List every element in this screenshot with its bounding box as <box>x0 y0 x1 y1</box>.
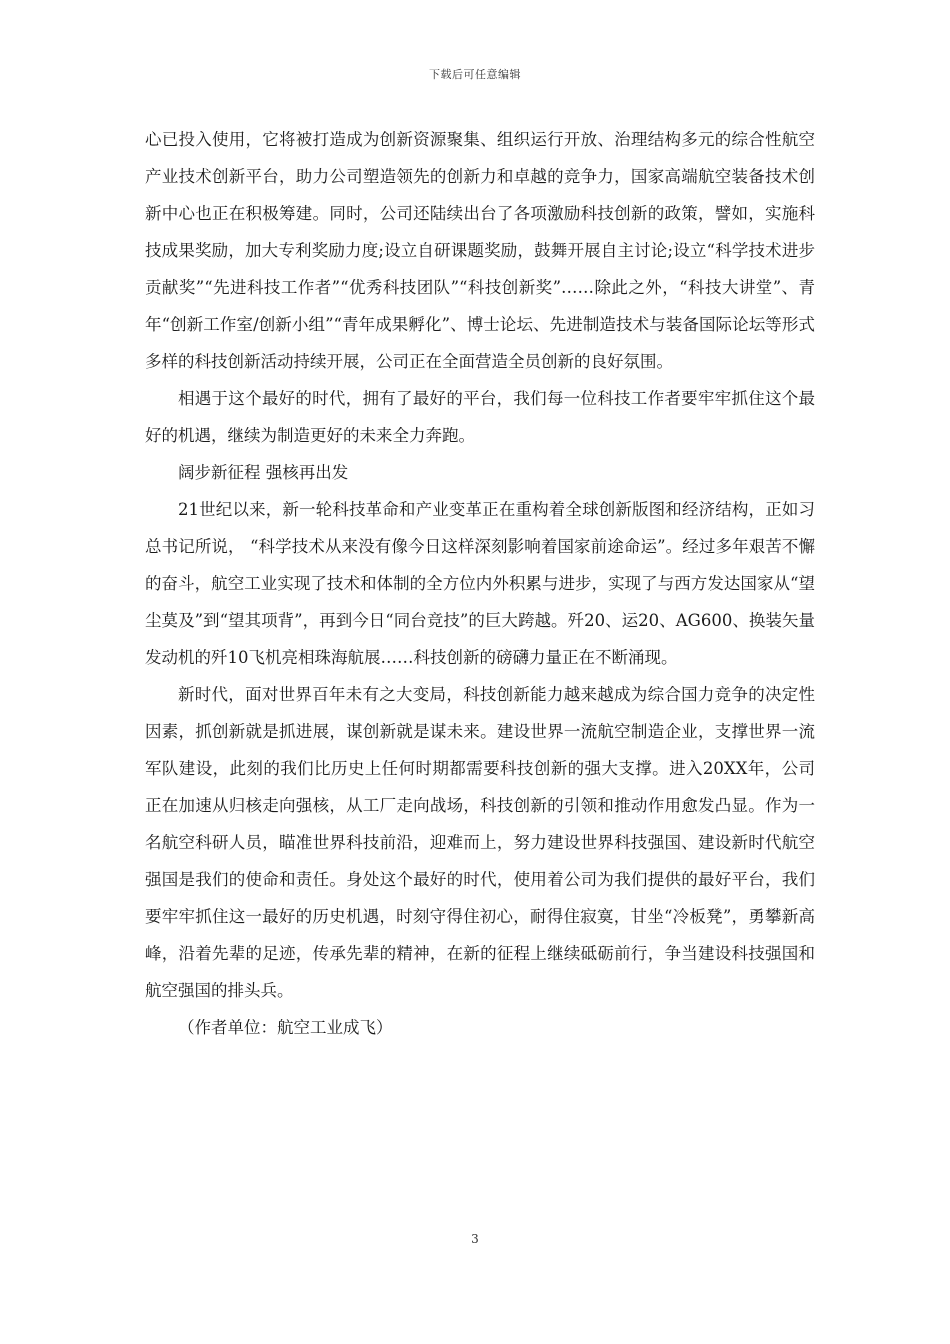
paragraph: 21世纪以来，新一轮科技革命和产业变革正在重构着全球创新版图和经济结构，正如习总书记所说， “科学技术从来没有像今日这样深刻影响着国家前途命运”。经过多年艰苦不懈的奋斗，航空工业实现了技术和体制的全方位内外积累与进步，实现了与西方发达国家从“望尘莫及”到“望其项背”，再到今日“同台竞技”的巨大跨越。歼20、运20、AG600、换装矢量发动机的歼10飞机亮相珠海航展……科技创新的磅礴力量正在不断涌现。 <box>145 500 815 667</box>
author-affiliation: （作者单位：航空工业成飞） <box>178 1018 393 1037</box>
section-heading: 阔步新征程 强核再出发 <box>178 463 349 482</box>
page-header: 下载后可任意编辑 <box>429 68 521 81</box>
page-number: 3 <box>471 1232 479 1246</box>
paragraph: 新时代，面对世界百年未有之大变局，科技创新能力越来越成为综合国力竞争的决定性因素，抓创新就是抓进展，谋创新就是谋未来。建设世界一流航空制造企业，支撑世界一流军队建设，此刻的我们比历史上任何时期都需要科技创新的强大支撑。进入20XX年，公司正在加速从归核走向强核，从工厂走向战场，科技创新的引领和推动作用愈发凸显。作为一名航空科研人员，瞄准世界科技前沿，迎难而上，努力建设世界科技强国、建设新时代航空强国是我们的使命和责任。身处这个最好的时代，使用着公司为我们提供的最好平台，我们要牢牢抓住这一最好的历史机遇，时刻守得住初心，耐得住寂寞，甘坐“冷板凳”，勇攀新高峰，沿着先辈的足迹，传承先辈的精神，在新的征程上继续砥砺前行，争当建设科技强国和航空强国的排头兵。 <box>145 685 815 1000</box>
paragraph: 相遇于这个最好的时代，拥有了最好的平台，我们每一位科技工作者要牢牢抓住这个最好的机遇，继续为制造更好的未来全力奔跑。 <box>145 389 815 445</box>
paragraph-continued: 心已投入使用，它将被打造成为创新资源聚集、组织运行开放、治理结构多元的综合性航空产业技术创新平台，助力公司塑造领先的创新力和卓越的竞争力，国家高端航空装备技术创新中心也正在积极筹建。同时，公司还陆续出台了各项激励科技创新的政策，譬如，实施科技成果奖励，加大专利奖励力度;设立自研课题奖励，鼓舞开展自主讨论;设立“科学技术进步贡献奖”“先进科技工作者”“优秀科技团队”“科技创新奖”……除此之外，“科技大讲堂”、青年“创新工作室/创新小组”“青年成果孵化”、博士论坛、先进制造技术与装备国际论坛等形式多样的科技创新活动持续开展，公司正在全面营造全员创新的良好氛围。 <box>145 130 815 371</box>
document-body <box>145 121 815 1046</box>
